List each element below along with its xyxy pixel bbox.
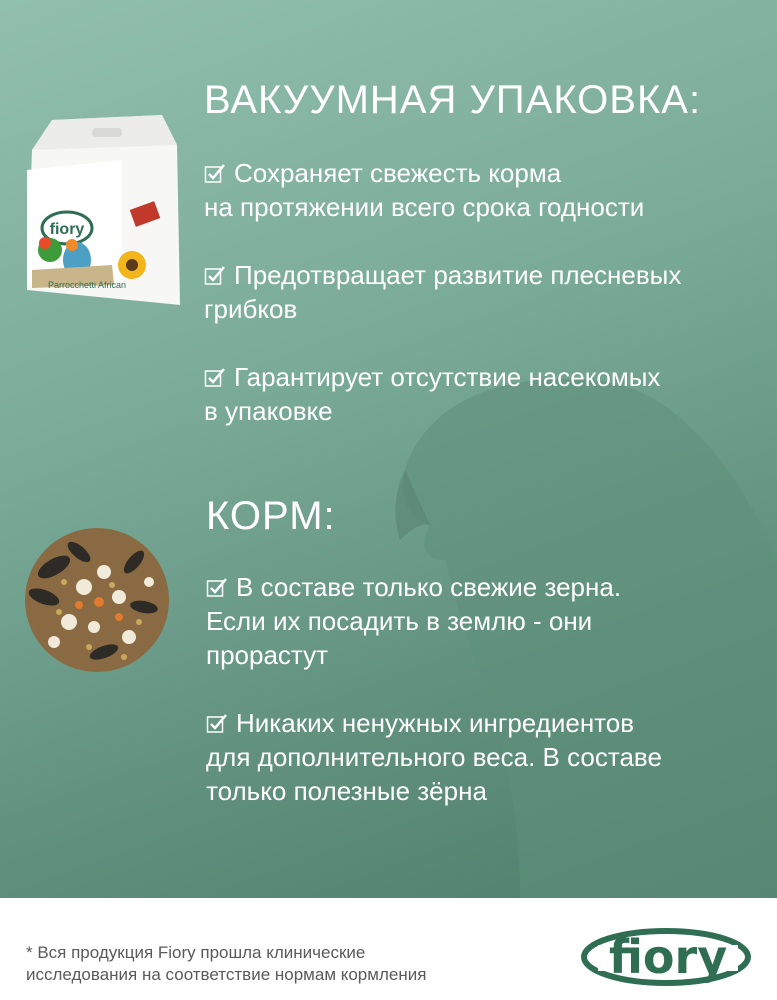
food-item-2-line1: Никаких ненужных ингредиентов bbox=[236, 708, 635, 738]
checkmark-icon bbox=[204, 162, 226, 184]
fiory-logo-text: fiory bbox=[608, 930, 728, 984]
fiory-logo bbox=[578, 915, 758, 995]
checkmark-icon bbox=[204, 264, 226, 286]
vacuum-item-3-line2: в упаковке bbox=[204, 396, 333, 426]
food-item-1-line3: прорастут bbox=[206, 640, 329, 670]
vacuum-item-1 bbox=[204, 156, 764, 224]
footnote-line2: исследования на соответствие нормам кормления bbox=[26, 965, 427, 984]
checkmark-icon bbox=[204, 366, 226, 388]
food-item-2-line3: только полезные зёрна bbox=[206, 776, 487, 806]
food-item-2 bbox=[206, 706, 766, 808]
checkmark-icon bbox=[206, 712, 228, 734]
food-item-1-line2: Если их посадить в землю - они bbox=[206, 606, 593, 636]
product-brand: fiory bbox=[49, 221, 85, 238]
vacuum-item-2-line1: Предотвращает развитие плесневых bbox=[234, 260, 682, 290]
footnote bbox=[26, 942, 546, 986]
vacuum-heading: ВАКУУМНАЯ УПАКОВКА: bbox=[204, 78, 702, 122]
food-item-1 bbox=[206, 570, 766, 672]
vacuum-item-2 bbox=[204, 258, 764, 326]
vacuum-item-3-line1: Гарантирует отсутствие насекомых bbox=[234, 362, 661, 392]
food-item-2-line2: для дополнительного веса. В составе bbox=[206, 742, 662, 772]
food-item-1-line1: В составе только свежие зерна. bbox=[236, 572, 622, 602]
vacuum-item-3 bbox=[204, 360, 764, 428]
vacuum-item-1-line1: Сохраняет свежесть корма bbox=[234, 158, 562, 188]
vacuum-item-1-line2: на протяжении всего срока годности bbox=[204, 192, 645, 222]
product-package-image bbox=[22, 110, 182, 310]
seed-mix-image bbox=[24, 527, 170, 673]
product-name: Parrocchetti African bbox=[47, 280, 127, 290]
checkmark-icon bbox=[206, 576, 228, 598]
footnote-line1: * Вся продукция Fiory прошла клинические bbox=[26, 943, 366, 962]
vacuum-item-2-line2: грибков bbox=[204, 294, 298, 324]
food-heading: КОРМ: bbox=[206, 494, 336, 538]
